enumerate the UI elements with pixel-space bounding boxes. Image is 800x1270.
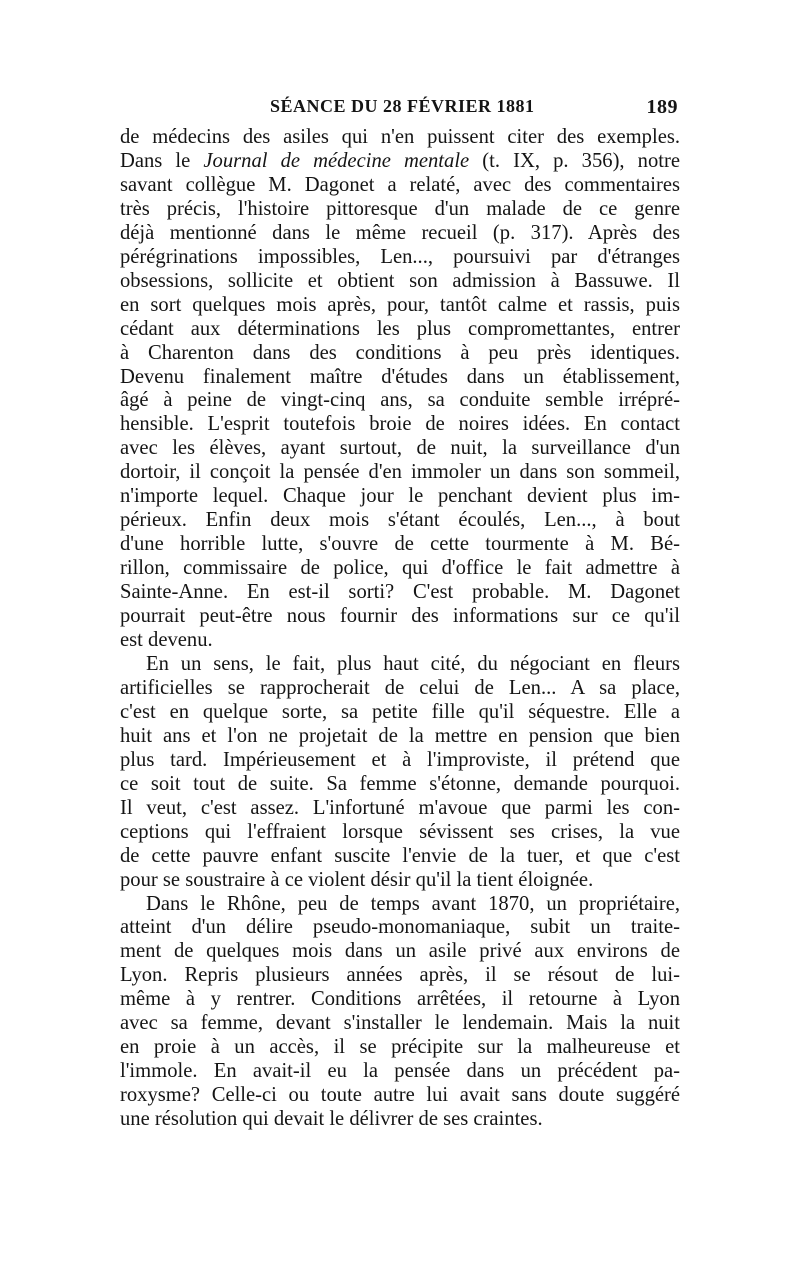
journal-title: Journal de médecine mentale <box>203 149 470 172</box>
text-line: en sort quelques mois après, pour, tantôt calme et rassis, puis <box>120 293 680 316</box>
text-line: Dans le Rhône, peu de temps avant 1870, un propriétaire, <box>146 892 680 915</box>
text-line: est devenu. <box>120 629 213 652</box>
text-line: En un sens, le fait, plus haut cité, du négociant en fleurs <box>146 652 680 675</box>
text-line: ceptions qui l'effraient lorsque sévissent ses crises, la vue <box>120 820 680 843</box>
text-line: rillon, commissaire de police, qui d'office le fait admettre à <box>120 557 680 580</box>
text-line: d'une horrible lutte, s'ouvre de cette tourmente à M. Bé- <box>120 533 680 556</box>
text-line: savant collègue M. Dagonet a relaté, avec des commentaires <box>120 173 680 196</box>
text-line: de médecins des asiles qui n'en puissent citer des exemples. <box>120 126 680 148</box>
text-line: plus tard. Impérieusement et à l'improviste, il prétend que <box>120 748 680 771</box>
text-line: avec sa femme, devant s'installer le lendemain. Mais la nuit <box>120 1012 680 1035</box>
text-line: pourrait peut-être nous fournir des informations sur ce qu'il <box>120 605 680 628</box>
text-line: huit ans et l'on ne projetait de la mettre en pension que bien <box>120 724 680 747</box>
text-line: ment de quelques mois dans un asile privé aux environs de <box>120 940 680 963</box>
text-line: périeux. Enfin deux mois s'étant écoulés, Len..., à bout <box>120 509 680 532</box>
text-line: déjà mentionné dans le même recueil (p. 317). Après des <box>120 221 680 244</box>
text-line: hensible. L'esprit toutefois broie de noires idées. En contact <box>120 413 680 436</box>
text-line: atteint d'un délire pseudo-monomaniaque, subit un traite- <box>120 916 680 939</box>
text-line: avec les élèves, ayant surtout, de nuit, la surveillance d'un <box>120 437 680 460</box>
text-line: roxysme? Celle-ci ou toute autre lui avait sans doute suggéré <box>120 1084 680 1107</box>
text-line: Devenu finalement maître d'études dans un établissement, <box>120 365 680 388</box>
text-line: une résolution qui devait le délivrer de ses craintes. <box>120 1108 543 1131</box>
text-line: même à y rentrer. Conditions arrêtées, il retourne à Lyon <box>120 988 680 1011</box>
text-line: Il veut, c'est assez. L'infortuné m'avoue que parmi les con- <box>120 796 680 819</box>
text-line: ce soit tout de suite. Sa femme s'étonne, demande pourquoi. <box>120 772 680 795</box>
text-line: cédant aux déterminations les plus compromettantes, entrer <box>120 317 680 340</box>
text-line: de cette pauvre enfant suscite l'envie de la tuer, et que c'est <box>120 844 680 867</box>
page-header <box>118 96 678 120</box>
text-line: obsessions, sollicite et obtient son admission à Bassuwe. Il <box>120 269 680 292</box>
text-line: en proie à un accès, il se précipite sur la malheureuse et <box>120 1036 680 1059</box>
text-line: n'importe lequel. Chaque jour le penchant devient plus im- <box>120 485 680 508</box>
text-line: Lyon. Repris plusieurs années après, il se résout de lui- <box>120 964 680 987</box>
text-line: âgé à peine de vingt-cinq ans, sa conduite semble irrépré- <box>120 389 680 412</box>
text-line: artificielles se rapprocherait de celui de Len... A sa place, <box>120 676 680 699</box>
text-line: très précis, l'histoire pittoresque d'un malade de ce genre <box>120 197 680 220</box>
text-line: l'immole. En avait-il eu la pensée dans un précédent pa- <box>120 1060 680 1083</box>
text-line: pour se soustraire à ce violent désir qu'il la tient éloignée. <box>120 868 594 891</box>
page-number: 189 <box>646 96 678 118</box>
text-line: à Charenton dans des conditions à peu près identiques. <box>120 341 680 364</box>
text-line: pérégrinations impossibles, Len..., poursuivi par d'étranges <box>120 245 680 268</box>
text-line: Dans le Journal de médecine mentale (t. IX, p. 356), notre <box>120 149 680 172</box>
running-title: SÉANCE DU 28 FÉVRIER 1881 <box>270 96 535 116</box>
text-line: c'est en quelque sorte, sa petite fille qu'il séquestre. Elle a <box>120 700 680 723</box>
text-line: Sainte-Anne. En est-il sorti? C'est probable. M. Dagonet <box>120 581 680 604</box>
body-text <box>120 126 680 1132</box>
text-line: dortoir, il conçoit la pensée d'en immoler un dans son sommeil, <box>120 461 680 484</box>
